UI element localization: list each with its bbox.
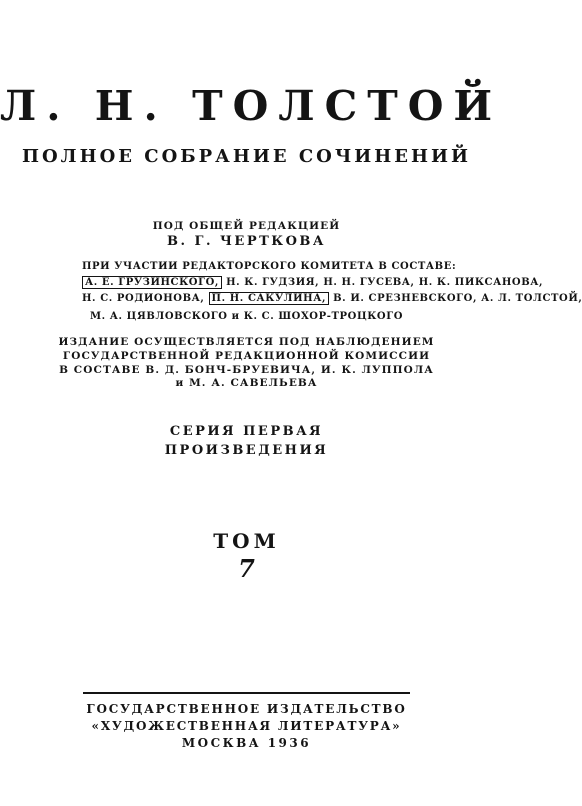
volume-label: ТОМ [213,529,280,553]
boxed-name-sakulin: П. Н. САКУЛИНА, [209,292,330,305]
publication-note-line-4: и М. А. САВЕЛЬЕВА [175,377,318,389]
boxed-name-gruzinsky: А. Е. ГРУЗИНСКОГО, [82,276,222,289]
publication-note-line-1: ИЗДАНИЕ ОСУЩЕСТВЛЯЕТСЯ ПОД НАБЛЮДЕНИЕМ [58,336,435,348]
publisher-line-2: «ХУДОЖЕСТВЕННАЯ ЛИТЕРАТУРА» [91,719,402,733]
section-label: ПРОИЗВЕДЕНИЯ [164,443,329,458]
chief-editor: В. Г. ЧЕРТКОВА [166,234,327,249]
editorship-label: ПОД ОБЩЕЙ РЕДАКЦИЕЙ [152,220,341,232]
publication-note-line-3: В СОСТАВЕ В. Д. БОНЧ-БРУЕВИЧА, И. К. ЛУППОЛА [59,364,434,376]
publisher-line-3: МОСКВА 1936 [181,736,312,750]
committee-line-2 [82,277,544,288]
collection-title: ПОЛНОЕ СОБРАНИЕ СОЧИНЕНИЙ [21,146,472,167]
volume-number: 7 [238,554,255,583]
publication-note-line-2: ГОСУДАРСТВЕННОЙ РЕДАКЦИОННОЙ КОМИССИИ [62,350,431,362]
committee-line-3 [82,293,582,304]
committee-line-3-start: Н. С. РОДИОНОВА, [82,293,209,304]
publisher-divider [83,692,410,694]
committee-line-2-rest: Н. К. ГУДЗИЯ, Н. Н. ГУСЕВА, Н. К. ПИКСАНОВА, [222,277,544,288]
author-name: Л. Н. ТОЛСТОЙ [0,82,503,130]
committee-line-3-rest: В. И. СРЕЗНЕВСКОГО, А. Л. ТОЛСТОЙ, [329,293,582,304]
series-label: СЕРИЯ ПЕРВАЯ [169,424,324,439]
publisher-line-1: ГОСУДАРСТВЕННОЕ ИЗДАТЕЛЬСТВО [86,702,407,716]
committee-line-1: ПРИ УЧАСТИИ РЕДАКТОРСКОГО КОМИТЕТА В СОСТАВЕ: [82,261,457,272]
committee-line-4: М. А. ЦЯВЛОВСКОГО и К. С. ШОХОР-ТРОЦКОГО [89,311,404,322]
